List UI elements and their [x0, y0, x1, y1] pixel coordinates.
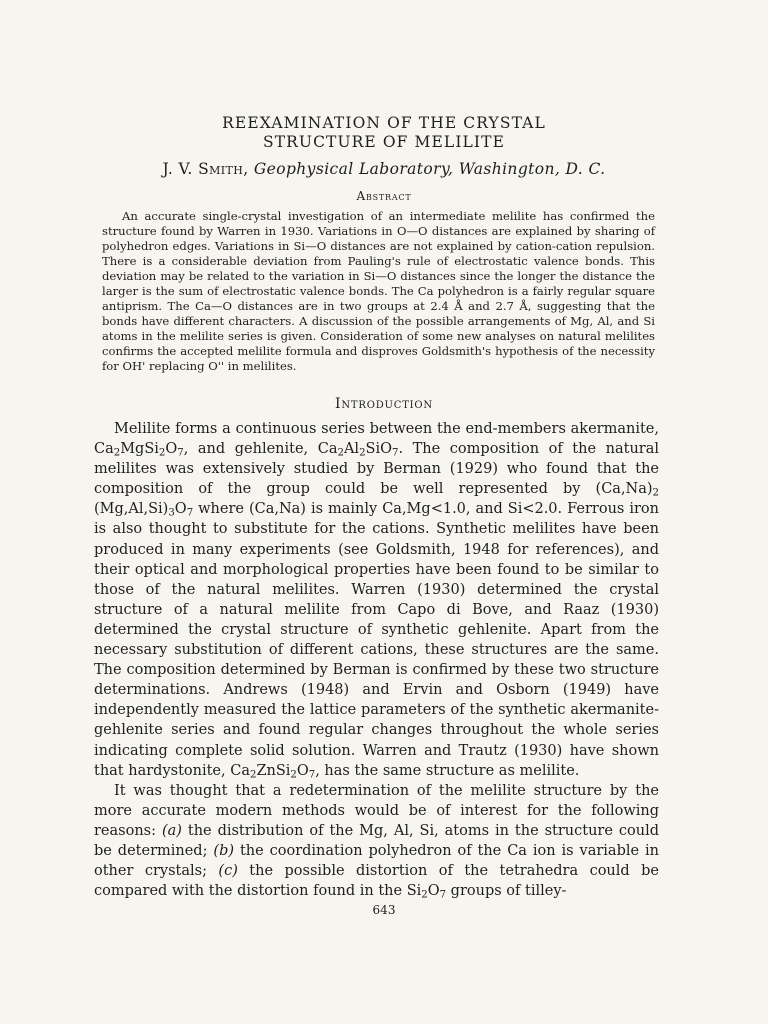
text-run: O: [174, 501, 187, 518]
title-line-2: STRUCTURE OF MELILITE: [262, 133, 506, 151]
subscript: 2: [249, 769, 257, 781]
list-marker: (a): [161, 822, 182, 839]
text-run: the distribution of the Mg, Al, Si, atoms in the structure could be determined;: [94, 822, 659, 859]
byline: [0, 160, 768, 178]
author-affiliation: Geophysical Laboratory, Washington, D. C.: [253, 160, 606, 178]
text-run: Melilite forms a continuous series between the end-members akermanite, Ca: [94, 421, 659, 458]
text-run: It was thought that a redetermination of the melilite structure by the more accurate modern methods would be of interest for the following reasons:: [94, 782, 659, 839]
abstract-heading: Abstract: [356, 189, 412, 203]
subscript: 7: [391, 447, 399, 459]
text-run: groups of tilley-: [446, 883, 567, 900]
text-run: , has the same structure as melilite.: [315, 762, 580, 779]
text-run: the possible distortion of the tetrahedra could be compared with the distortion found in the Si: [94, 863, 659, 900]
byline-separator: ,: [243, 160, 254, 178]
subscript: 3: [168, 507, 175, 519]
subscript: 2: [359, 447, 366, 459]
intro-paragraph-1: [94, 419, 659, 781]
text-run: where (Ca,Na) is mainly Ca,Mg<1.0, and Si<2.0. Ferrous iron is also thought to substitute for the cations. Synthetic melilites have been produced in many experiments (see Goldsmith, 1948 for references), and their optical and morphological properties have been found to be similar to those of the natural melilites. Warren (1930) determined the crystal structure of a natural melilite from Capo di Bove, and Raaz (1930) determined the crystal structure of synthetic gehlenite. Apart from the necessary substitution of different cations, these structures are the same. The composition determined by Berman is confirmed by these two structure determinations. Andrews (1948) and Ervin and Osborn (1949) have independently measured the lattice parameters of the synthetic akermanite-gehlenite series and found regular changes throughout the whole series indicating complete solid solution. Warren and Trautz (1930) have shown that hardystonite, Ca: [94, 501, 659, 779]
article-title: [0, 114, 768, 152]
page-number: 643: [372, 903, 396, 917]
text-run: SiO: [365, 441, 392, 458]
author-name: J. V. Smith: [162, 160, 244, 178]
subscript: 7: [186, 507, 194, 519]
text-run: (Mg,Al,Si): [94, 501, 169, 518]
introduction-heading: Introduction: [335, 396, 433, 412]
text-run: Al: [343, 441, 360, 458]
subscript: 2: [158, 447, 166, 459]
abstract: [102, 209, 655, 374]
subscript: 7: [439, 889, 447, 901]
subscript: 7: [308, 769, 316, 781]
subscript: 2: [113, 447, 121, 459]
introduction-body: [94, 419, 659, 901]
text-run: MgSi: [120, 441, 159, 458]
text-run: . The composition of the natural melilites was extensively studied by Berman (1929) who found that the composition of the group could be well represented by (Ca,Na): [94, 441, 659, 498]
text-run: ZnSi: [256, 762, 291, 779]
subscript: 2: [421, 889, 428, 901]
subscript: 2: [652, 487, 659, 499]
list-marker: (c): [218, 863, 238, 880]
title-line-1: REEXAMINATION OF THE CRYSTAL: [222, 114, 546, 132]
subscript: 7: [177, 447, 184, 459]
text-run: the coordination polyhedron of the Ca ion is variable in other crystals;: [94, 842, 659, 880]
subscript: 2: [290, 769, 297, 781]
text-run: O: [427, 883, 440, 900]
intro-paragraph-2: [94, 781, 659, 902]
text-run: , and gehlenite, Ca: [183, 441, 338, 458]
subscript: 2: [337, 447, 344, 459]
abstract-text: An accurate single-crystal investigation of an intermediate melilite has confirmed the structure found by Warren in 1930. Variations in O—O distances are explained by sharing of polyhedron edges. Variations in Si—O distances are not explained by cation-cation repulsion. There is a considerable deviation from Pauling's rule of electrostatic valence bonds. This deviation may be related to the variation in Si—O distances since the longer the distance the larger is the sum of electrostatic valence bonds. The Ca polyhedron is a fairly regular square antiprism. The Ca—O distances are in two groups at 2.4 Å and 2.7 Å, suggesting that the bonds have different characters. A discussion of the possible arrangements of Mg, Al, and Si atoms in the melilite series is given. Consideration of some new analyses on natural melilites confirms the accepted melilite formula and disproves Goldsmith's hypothesis of the necessity for OH' replacing O'' in melilites.: [102, 209, 655, 373]
text-run: O: [296, 762, 309, 779]
list-marker: (b): [213, 842, 235, 859]
text-run: O: [165, 441, 178, 458]
